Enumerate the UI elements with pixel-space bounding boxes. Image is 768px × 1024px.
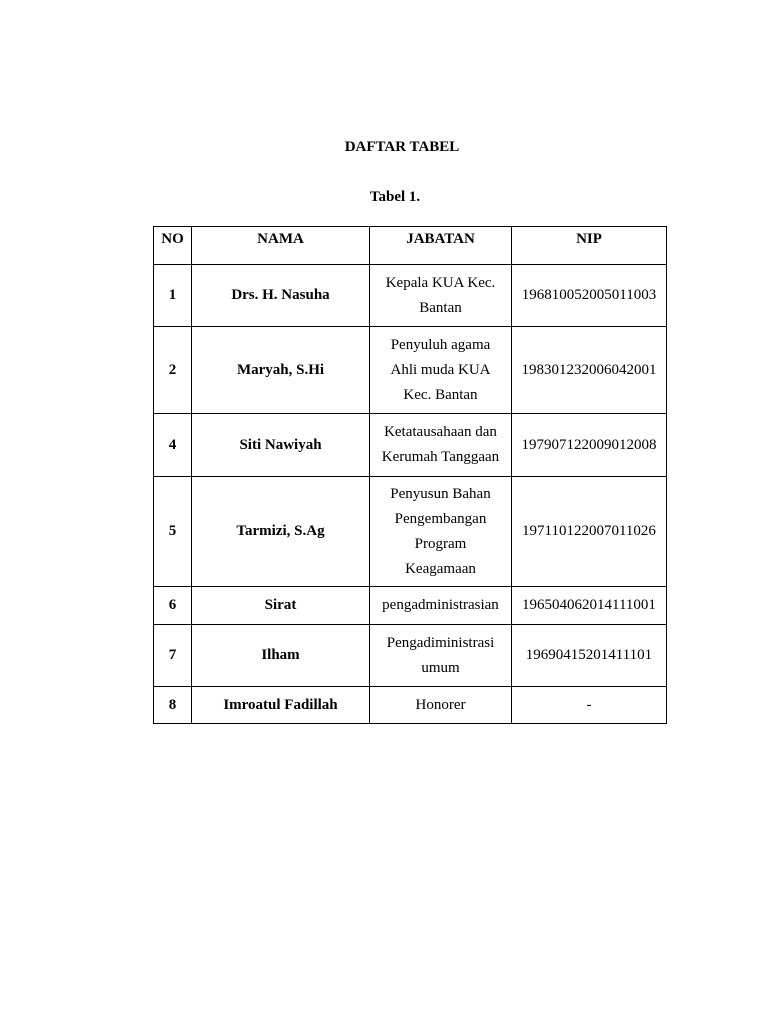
cell-jabatan	[370, 477, 512, 587]
jabatan-line: Kec. Bantan	[403, 386, 478, 403]
header-no: NO	[154, 227, 192, 265]
jabatan-line: umum	[421, 659, 460, 676]
cell-nip: 198301232006042001	[512, 327, 667, 414]
cell-nip: 197907122009012008	[512, 414, 667, 477]
jabatan-line: Program	[414, 535, 467, 552]
table-caption: Tabel 1.	[369, 189, 421, 205]
cell-nama: Siti Nawiyah	[192, 414, 370, 477]
jabatan-line: Keagamaan	[405, 560, 476, 577]
cell-jabatan	[370, 587, 512, 625]
document-title: DAFTAR TABEL	[344, 139, 460, 155]
jabatan-line: Pengembangan	[394, 510, 487, 527]
jabatan-line: Ahli muda KUA	[390, 361, 491, 378]
cell-no: 8	[154, 687, 192, 724]
cell-nama: Ilham	[192, 625, 370, 687]
cell-nama: Sirat	[192, 587, 370, 625]
header-jabatan: JABATAN	[370, 227, 512, 265]
cell-jabatan	[370, 687, 512, 724]
cell-no: 5	[154, 477, 192, 587]
cell-nip: -	[512, 687, 667, 724]
cell-jabatan	[370, 414, 512, 477]
cell-nama: Imroatul Fadillah	[192, 687, 370, 724]
cell-jabatan	[370, 327, 512, 414]
table-row	[154, 414, 667, 477]
jabatan-line: Ketatausahaan dan	[384, 424, 497, 440]
cell-no: 7	[154, 625, 192, 687]
table-row	[154, 625, 667, 687]
table-row	[154, 265, 667, 327]
cell-jabatan	[370, 625, 512, 687]
employee-table	[153, 226, 667, 724]
table-row	[154, 477, 667, 587]
jabatan-line: Bantan	[419, 299, 462, 316]
table-header-row	[154, 227, 667, 265]
cell-nip: 197110122007011026	[512, 477, 667, 587]
jabatan-line: pengadministrasian	[382, 597, 499, 613]
table-row	[154, 587, 667, 625]
header-nip: NIP	[512, 227, 667, 265]
cell-nip: 19690415201411101	[512, 625, 667, 687]
table-row	[154, 327, 667, 414]
cell-no: 1	[154, 265, 192, 327]
cell-nama: Maryah, S.Hi	[192, 327, 370, 414]
cell-nip: 196504062014111001	[512, 587, 667, 625]
jabatan-line: Kerumah Tanggaan	[381, 449, 500, 465]
cell-nama: Tarmizi, S.Ag	[192, 477, 370, 587]
cell-no: 2	[154, 327, 192, 414]
header-nama: NAMA	[192, 227, 370, 265]
cell-nama: Drs. H. Nasuha	[192, 265, 370, 327]
table-row	[154, 687, 667, 724]
jabatan-line: Penyuluh agama	[390, 336, 491, 353]
cell-no: 6	[154, 587, 192, 625]
jabatan-line: Penyusun Bahan	[390, 485, 491, 502]
cell-nip: 196810052005011003	[512, 265, 667, 327]
jabatan-line: Pengadiministrasi	[386, 634, 495, 651]
jabatan-line: Kepala KUA Kec.	[385, 274, 496, 291]
cell-no: 4	[154, 414, 192, 477]
cell-jabatan	[370, 265, 512, 327]
jabatan-line: Honorer	[415, 696, 466, 713]
